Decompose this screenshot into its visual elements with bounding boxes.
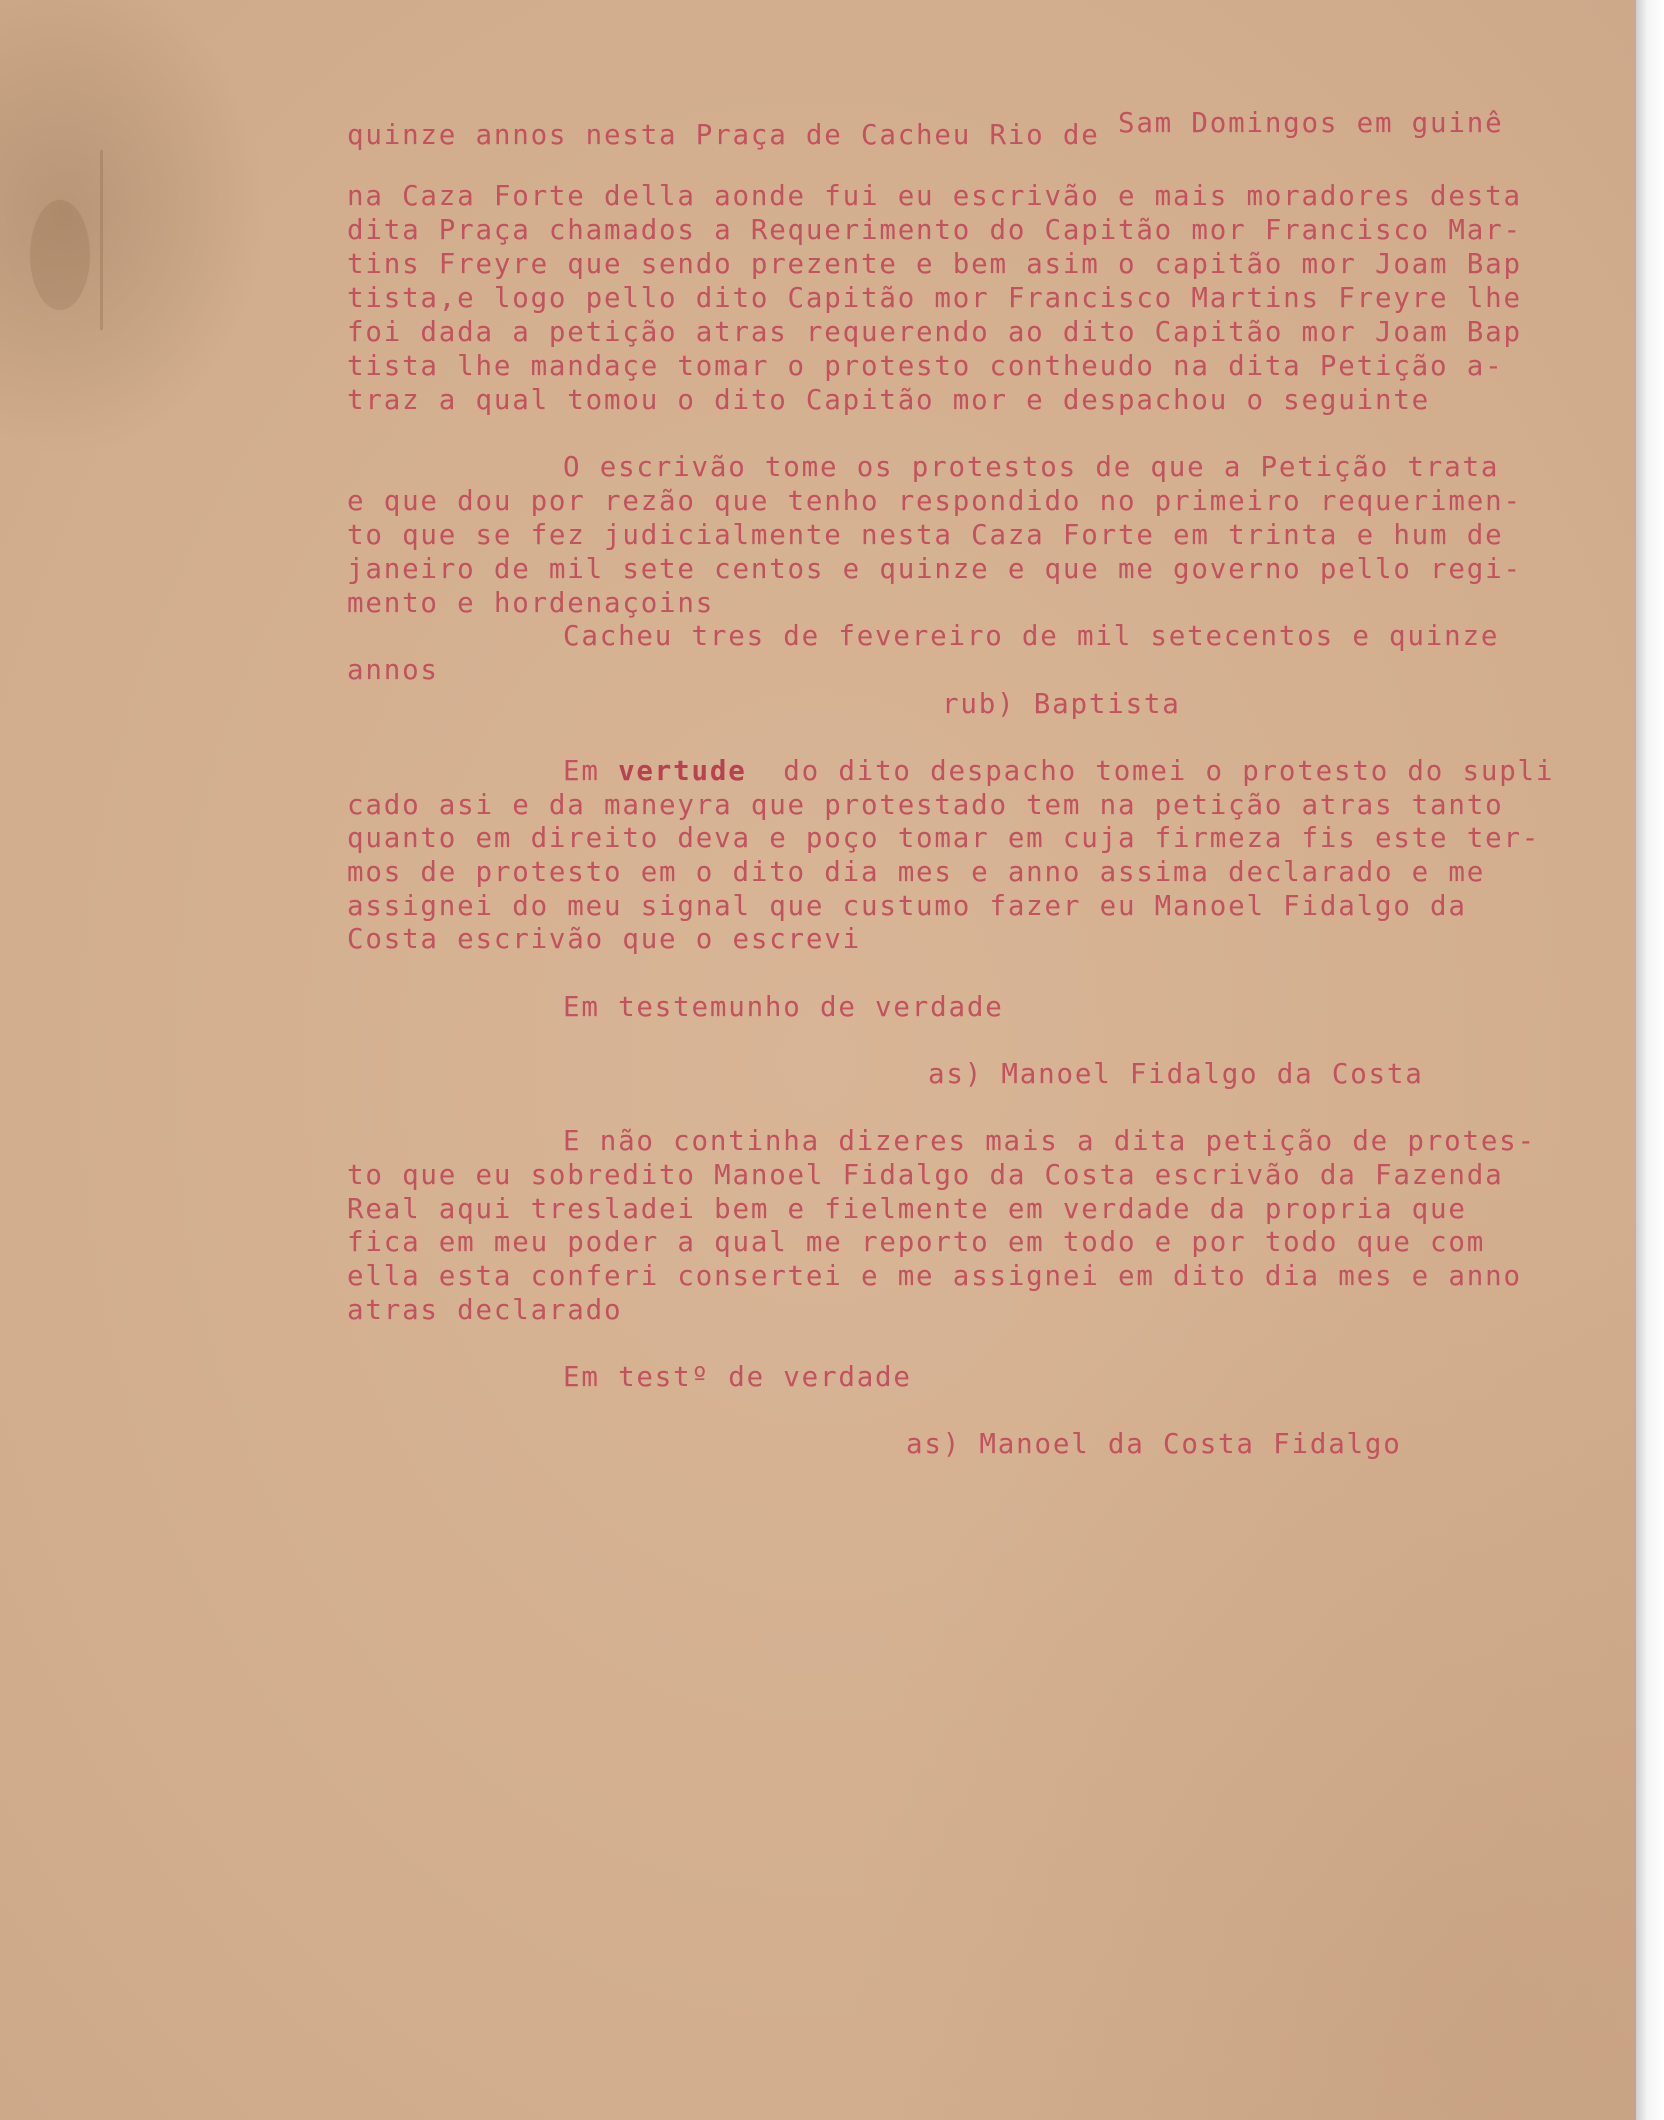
- paragraph3-line: quanto em direito deva e poço tomar em cuja firmeza fis este ter-: [347, 822, 1541, 854]
- paragraph4-line: to que eu sobredito Manoel Fidalgo da Costa escrivão da Fazenda: [347, 1159, 1504, 1191]
- paragraph2-line: to que se fez judicialmente nesta Caza Forte em trinta e hum de: [347, 519, 1504, 551]
- paragraph4-line: atras declarado: [347, 1294, 623, 1326]
- paper-fold: [100, 150, 103, 330]
- paragraph4-line: ella esta conferi consertei e me assignei em dito dia mes e anno: [347, 1260, 1522, 1292]
- date-line: Cacheu tres de fevereiro de mil setecentos e quinze: [563, 620, 1500, 652]
- paragraph3-line: Costa escrivão que o escrevi: [347, 923, 861, 955]
- paragraph3-rest: do dito despacho tomei o protesto do supli: [746, 755, 1555, 787]
- rubric: rub) Baptista: [942, 688, 1181, 720]
- paragraph2-line: O escrivão tome os protestos de que a Petição trata: [563, 451, 1500, 483]
- paragraph3-first-line: [563, 754, 1554, 788]
- paragraph3-lead: Em: [563, 755, 619, 787]
- first-line-insertion: Sam Domingos em guinê: [1117, 107, 1504, 139]
- paragraph1-line: tins Freyre que sendo prezente e bem asim o capitão mor Joam Bap: [347, 248, 1522, 280]
- paragraph2-line: janeiro de mil sete centos e quinze e que me governo pello regi-: [347, 553, 1522, 585]
- paragraph3-bold-word: vertude: [618, 755, 747, 787]
- signature: as) Manoel da Costa Fidalgo: [906, 1428, 1402, 1460]
- paragraph4-line: fica em meu poder a qual me reporto em todo e por todo que com: [347, 1226, 1486, 1258]
- paper-stain: [30, 200, 90, 310]
- paragraph3-line: mos de protesto em o dito dia mes e anno assima declarado e me: [347, 856, 1486, 888]
- paragraph1-line: na Caza Forte della aonde fui eu escrivão e mais moradores desta: [347, 180, 1522, 212]
- paragraph2-line: mento e hordenaçoins: [347, 587, 715, 619]
- paragraph4-line: Real aqui tresladei bem e fielmente em verdade da propria que: [347, 1193, 1467, 1225]
- signature: as) Manoel Fidalgo da Costa: [928, 1058, 1424, 1090]
- first-line-main: quinze annos nesta Praça de Cacheu Rio de: [347, 119, 1118, 151]
- paragraph1-line: traz a qual tomou o dito Capitão mor e despachou o seguinte: [347, 384, 1431, 416]
- paragraph1-line: dita Praça chamados a Requerimento do Capitão mor Francisco Mar-: [347, 214, 1522, 246]
- testimony-line: Em testº de verdade: [563, 1361, 912, 1393]
- paragraph3-line: assignei do meu signal que custumo fazer eu Manoel Fidalgo da: [347, 890, 1467, 922]
- scan-edge: [1636, 0, 1664, 2120]
- testimony-line: Em testemunho de verdade: [563, 991, 1004, 1023]
- date-line-continuation: annos: [347, 654, 439, 686]
- paragraph1-line: tista lhe mandaçe tomar o protesto contheudo na dita Petição a-: [347, 350, 1504, 382]
- paragraph1-line: tista,e logo pello dito Capitão mor Francisco Martins Freyre lhe: [347, 282, 1522, 314]
- paragraph3-line: cado asi e da maneyra que protestado tem na petição atras tanto: [347, 789, 1504, 821]
- paragraph2-line: e que dou por rezão que tenho respondido no primeiro requerimen-: [347, 485, 1522, 517]
- paragraph4-line: E não continha dizeres mais a dita petição de protes-: [563, 1125, 1536, 1157]
- paragraph1-line: foi dada a petição atras requerendo ao dito Capitão mor Joam Bap: [347, 316, 1522, 348]
- first-line: [347, 107, 1504, 152]
